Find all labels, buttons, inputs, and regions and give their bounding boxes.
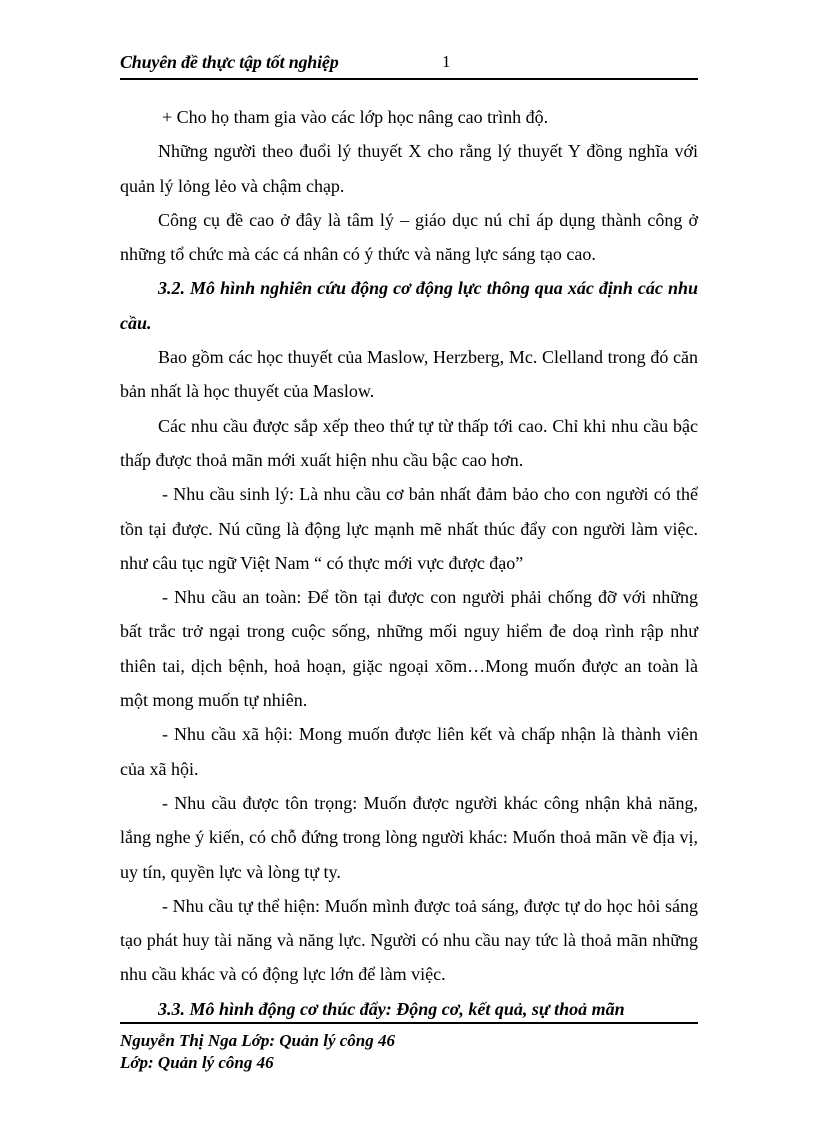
paragraph: Công cụ đề cao ở đây là tâm lý – giáo dục nú chỉ áp dụng thành công ở những tổ chức mà các cá nhân có ý thức và năng lực sáng tạo cao. [120, 209, 698, 265]
page-footer [120, 1030, 698, 1074]
paragraph-physiological-needs: - Nhu cầu sinh lý: Là nhu cầu cơ bản nhất đảm bảo cho con người có thể tồn tại được. Nú cũng là động lực mạnh mẽ nhất thúc đẩy con người làm việc. như câu tục ngữ Việt Nam “ có thực mới vực được đạo” [120, 484, 698, 573]
document-body [120, 100, 698, 1026]
footer-divider [120, 1022, 698, 1024]
paragraph-self-actualization-needs: - Nhu cầu tự thể hiện: Muốn mình được toả sáng, được tự do học hỏi sáng tạo phát huy tài năng và năng lực. Người có nhu cầu nay tức là thoả mãn những nhu cầu khác và có động lực lớn để làm việc. [120, 895, 698, 985]
section-heading-3-3: 3.3. Mô hình động cơ thúc đẩy: Động cơ, kết quả, sự thoả mãn [158, 998, 625, 1019]
paragraph: Những người theo đuổi lý thuyết X cho rằng lý thuyết Y đồng nghĩa với quản lý lỏng lẻo và chậm chạp. [120, 141, 698, 196]
paragraph: + Cho họ tham gia vào các lớp học nâng cao trình độ. [162, 107, 549, 127]
footer-line-1: Nguyễn Thị Nga Lớp: Quản lý công 46 [120, 1031, 395, 1050]
paragraph-esteem-needs: - Nhu cầu được tôn trọng: Muốn được người khác công nhận khả năng, lắng nghe ý kiến, có chỗ đứng trong lòng người khác: Muốn thoả mãn về địa vị, uy tín, quyền lực và lòng tự ty. [120, 792, 698, 882]
section-heading-3-2: 3.2. Mô hình nghiên cứu động cơ động lực thông qua xác định các nhu cầu. [120, 278, 698, 333]
paragraph: Các nhu cầu được sắp xếp theo thứ tự từ thấp tới cao. Chỉ khi nhu cầu bậc thấp được thoả mãn mới xuất hiện nhu cầu bậc cao hơn. [120, 415, 698, 470]
paragraph-social-needs: - Nhu cầu xã hội: Mong muốn được liên kết và chấp nhận là thành viên của xã hội. [120, 724, 698, 779]
paragraph: Bao gồm các học thuyết của Maslow, Herzberg, Mc. Clelland trong đó căn bản nhất là học thuyết của Maslow. [120, 347, 698, 402]
paragraph-safety-needs: - Nhu cầu an toàn: Để tồn tại được con người phải chống đỡ với những bất trắc trở ngại trong cuộc sống, những mối nguy hiểm đe doạ rình rập như thiên tai, dịch bệnh, hoả hoạn, giặc ngoại xõm…Mong muốn được an toàn là một mong muốn tự nhiên. [120, 587, 698, 711]
footer-line-2: Lớp: Quản lý công 46 [120, 1053, 274, 1072]
page-number: 1 [442, 52, 451, 71]
header-title: Chuyên đề thực tập tốt nghiệp [120, 52, 339, 72]
page-header [120, 52, 698, 80]
